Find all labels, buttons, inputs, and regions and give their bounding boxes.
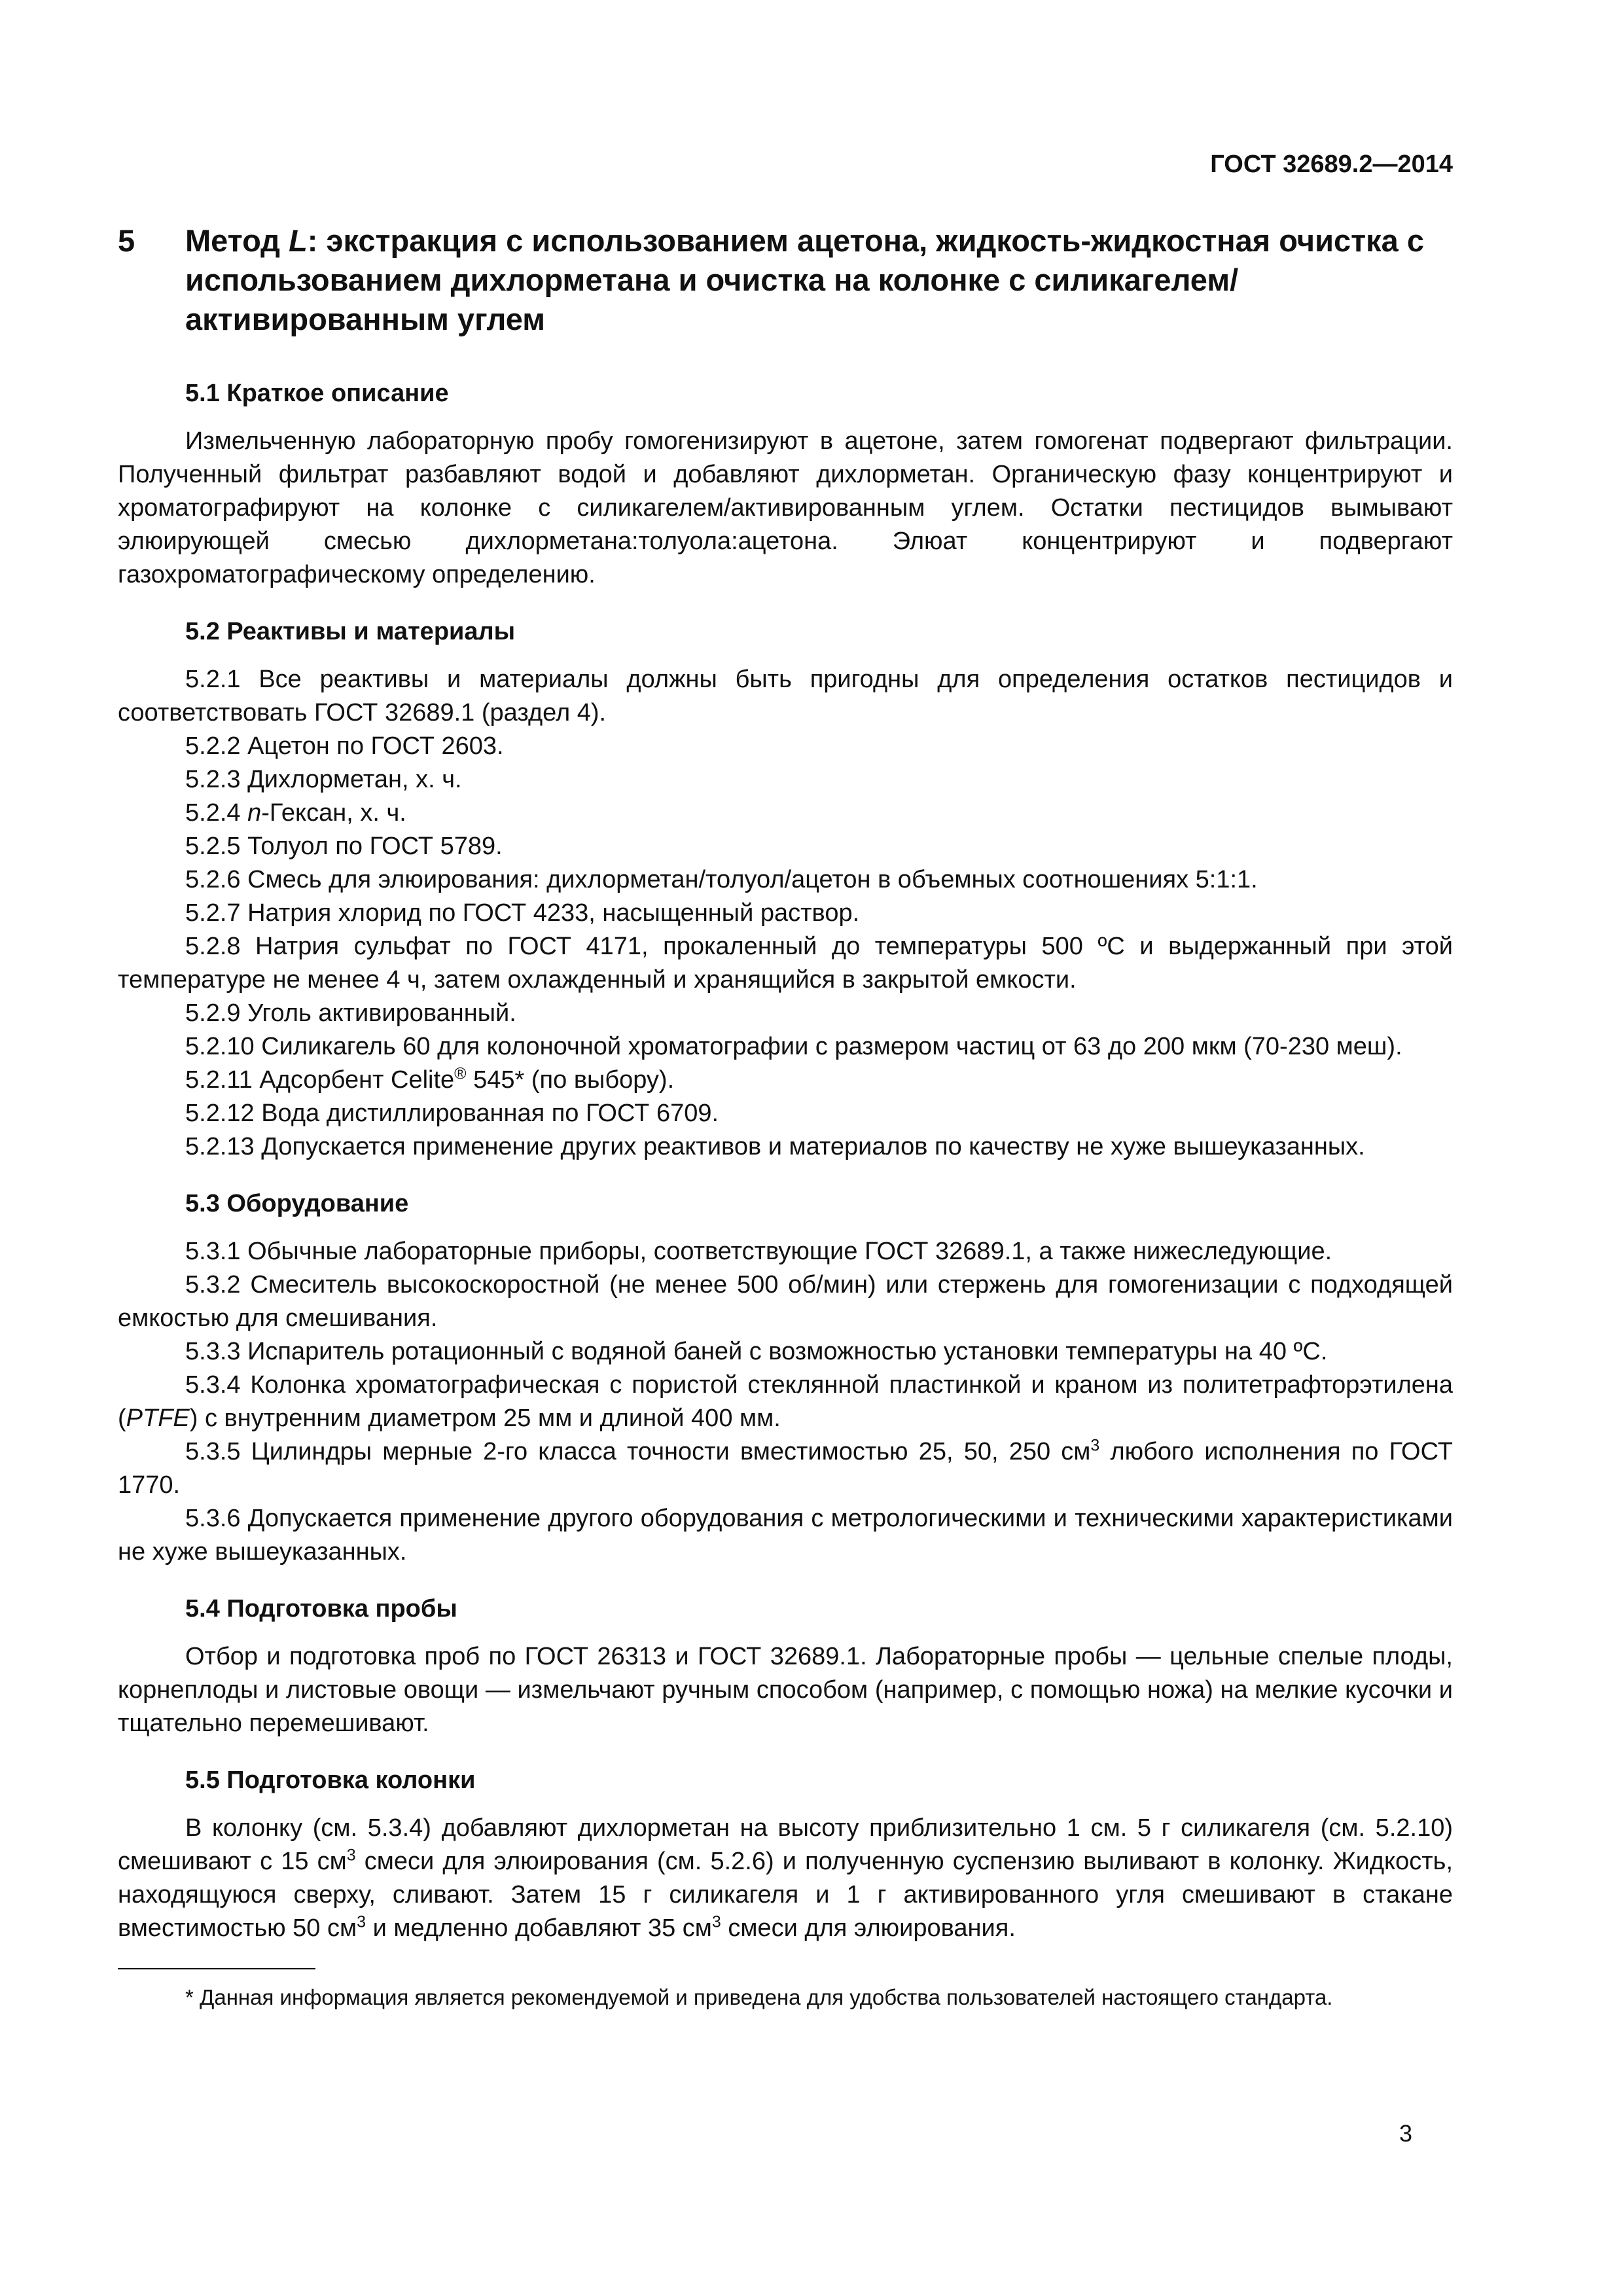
item-5-3-4-italic: PTFE — [126, 1405, 190, 1432]
footnote: * Данная информация является рекомендуемой и приведена для удобства пользователей настоящего стандарта. — [185, 1985, 1333, 2009]
paragraph-5-5-part-3: и медленно добавляют 35 см — [366, 1914, 712, 1942]
item-5-3-3: 5.3.3 Испаритель ротационный с водяной баней с возможностью установки температуры на 40 ºС. — [185, 1338, 1328, 1365]
item-5-2-6: 5.2.6 Смесь для элюирования: дихлорметан/толуол/ацетон в объемных соотношениях 5:1:1. — [185, 866, 1258, 893]
superscript-3: 3 — [357, 1912, 366, 1931]
subsection-heading-5-3: 5.3 Оборудование — [185, 1190, 409, 1217]
item-5-2-11-text-a: 5.2.11 Адсорбент Celite — [185, 1066, 455, 1094]
page-number: 3 — [1399, 2120, 1413, 2147]
paragraph-5-1: Измельченную лабораторную пробу гомогенизируют в ацетоне, затем гомогенат подвергают фильтрации. Полученный фильтрат разбавляют водой и добавляют дихлорметан. Органическую фазу концентрируют и хроматографируют на колонке с силикагелем/активированным углем. Остатки пестицидов вымывают элюирующей смесью дихлорметана:толуола:ацетона. Элюат концентрируют и подвергают газохроматографическому определению. — [118, 427, 1453, 588]
item-5-3-4-text-a: 5.3.4 Колонка хроматографическая с пористой стеклянной пластинкой и краном из политетрафторэтилена ( — [118, 1371, 1453, 1432]
subsection-heading-5-5: 5.5 Подготовка колонки — [185, 1767, 476, 1794]
item-5-2-10: 5.2.10 Силикагель 60 для колоночной хроматографии с размером частиц от 63 до 200 мкм (70-230 меш). — [185, 1033, 1402, 1060]
section-title-italic: L — [289, 223, 308, 258]
paragraph-5-5-part-4: смеси для элюирования. — [721, 1914, 1016, 1942]
section-title — [118, 221, 1453, 339]
item-5-3-4-text-b: ) с внутренним диаметром 25 мм и длиной 400 мм. — [189, 1405, 781, 1432]
item-5-2-4-text: -Гексан, х. ч. — [261, 799, 406, 827]
item-5-3-5 — [118, 1435, 1453, 1502]
paragraph-5-4: Отбор и подготовка проб по ГОСТ 26313 и ГОСТ 32689.1. Лабораторные пробы — цельные спелые плоды, корнеплоды и листовые овощи — измельчают ручным способом (например, с помощью ножа) на мелкие кусочки и тщательно перемешивают. — [118, 1643, 1453, 1737]
subsection-heading-5-1: 5.1 Краткое описание — [185, 380, 449, 407]
superscript-3: 3 — [346, 1846, 356, 1865]
item-5-2-3: 5.2.3 Дихлорметан, х. ч. — [185, 766, 462, 793]
section-title-prefix: Метод — [185, 223, 289, 258]
item-5-2-12: 5.2.12 Вода дистиллированная по ГОСТ 6709. — [185, 1100, 719, 1127]
item-5-3-4 — [118, 1369, 1453, 1435]
item-5-2-11 — [118, 1064, 1453, 1097]
item-5-2-11-text-b: 545* (по выбору). — [466, 1066, 675, 1094]
item-5-2-4-italic: n — [247, 799, 262, 827]
registered-mark: ® — [454, 1064, 467, 1083]
superscript-3: 3 — [711, 1912, 721, 1931]
paragraph-5-5-part-2: смеси для элюирования (см. 5.2.6) и полученную суспензию выливают в колонку. Жидкость, находящуюся сверху, сливают. Затем 15 г силикагеля и 1 г активированного угля смешивают в стакане вместимостью 50 см — [118, 1848, 1454, 1942]
item-5-2-2: 5.2.2 Ацетон по ГОСТ 2603. — [185, 732, 504, 760]
section-number: 5 — [118, 223, 135, 258]
item-5-2-4-number: 5.2.4 — [185, 799, 248, 827]
item-5-2-8: 5.2.8 Натрия сульфат по ГОСТ 4171, прокаленный до температуры 500 ºС и выдержанный при этой температуре не менее 4 ч, затем охлажденный и хранящийся в закрытой емкости. — [118, 933, 1453, 994]
item-5-2-9: 5.2.9 Уголь активированный. — [185, 999, 516, 1027]
subsection-heading-5-4: 5.4 Подготовка пробы — [185, 1595, 457, 1623]
item-5-3-6: 5.3.6 Допускается применение другого оборудования с метрологическими и техническими характеристиками не хуже вышеуказанных. — [118, 1505, 1453, 1566]
page-content — [118, 221, 1453, 2013]
superscript-3: 3 — [1090, 1436, 1100, 1455]
paragraph-5-5-part-1: В колонку (см. 5.3.4) добавляют дихлорметан на высоту приблизительно 1 см. 5 г силикагеля (см. 5.2.10) смешивают с 15 см — [118, 1814, 1453, 1875]
item-5-2-4 — [118, 797, 1453, 830]
item-5-3-5-text-b: любого исполнения по ГОСТ 1770. — [118, 1438, 1453, 1499]
footnote-divider — [118, 1968, 315, 1969]
item-5-2-5: 5.2.5 Толуол по ГОСТ 5789. — [185, 833, 503, 860]
section-title-rest: : экстракция с использованием ацетона, жидкость-жидкостная очистка с использованием дихлорметана и очистка на колонке с силикагелем/активированным углем — [185, 223, 1424, 336]
paragraph-5-5 — [118, 1812, 1453, 1945]
item-5-3-5-text-a: 5.3.5 Цилиндры мерные 2-го класса точности вместимостью 25, 50, 250 см — [185, 1438, 1091, 1465]
document-code: ГОСТ 32689.2—2014 — [1210, 151, 1453, 178]
item-5-2-1: 5.2.1 Все реактивы и материалы должны быть пригодны для определения остатков пестицидов и соответствовать ГОСТ 32689.1 (раздел 4). — [118, 666, 1453, 726]
item-5-2-13: 5.2.13 Допускается применение других реактивов и материалов по качеству не хуже вышеуказанных. — [185, 1133, 1365, 1160]
subsection-heading-5-2: 5.2 Реактивы и материалы — [185, 618, 516, 645]
item-5-3-1: 5.3.1 Обычные лабораторные приборы, соответствующие ГОСТ 32689.1, а также нижеследующие. — [185, 1238, 1332, 1265]
item-5-3-2: 5.3.2 Смеситель высокоскоростной (не менее 500 об/мин) или стержень для гомогенизации с подходящей емкостью для смешивания. — [118, 1271, 1453, 1332]
item-5-2-7: 5.2.7 Натрия хлорид по ГОСТ 4233, насыщенный раствор. — [185, 899, 860, 927]
